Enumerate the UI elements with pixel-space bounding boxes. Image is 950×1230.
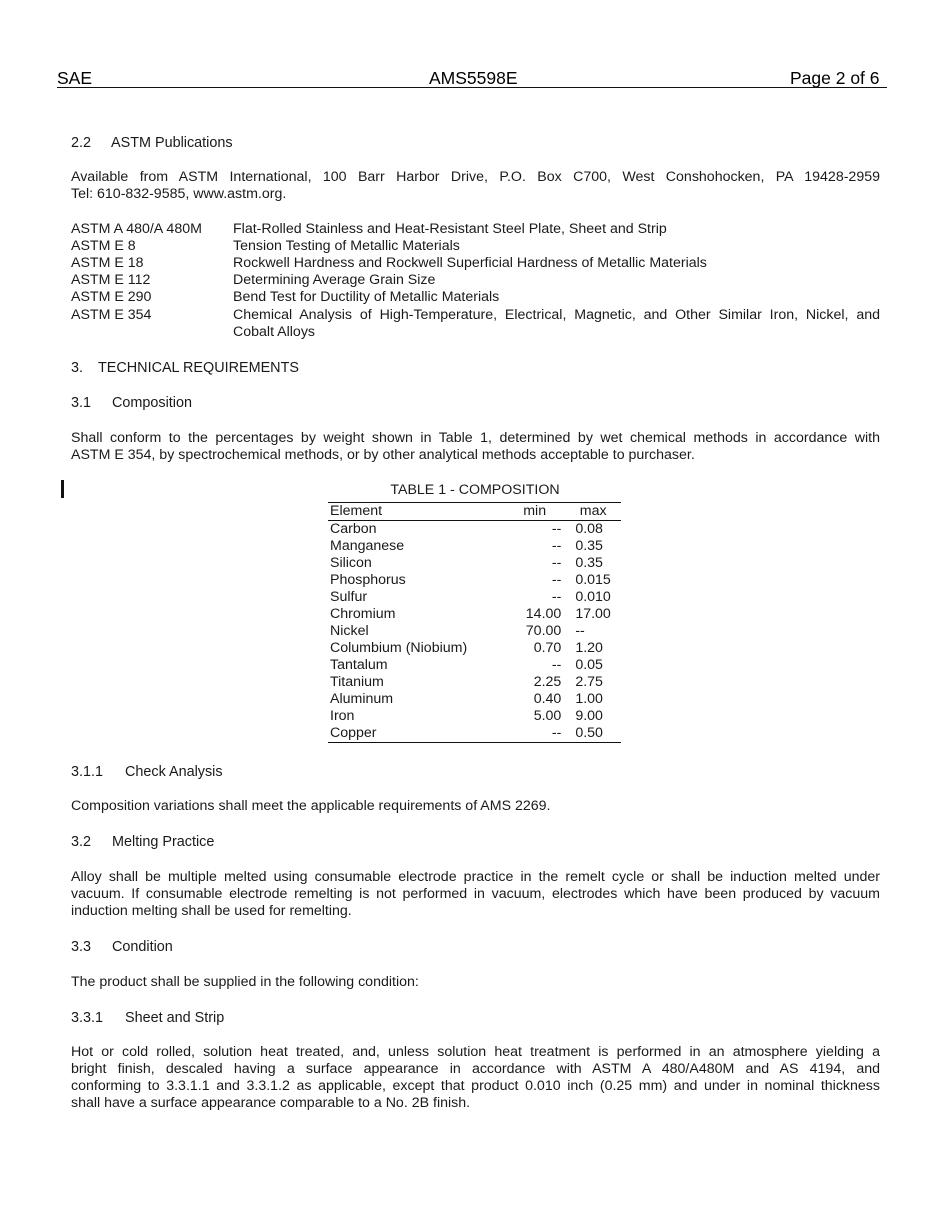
table-row [328,521,621,539]
cell-max: 0.015 [575,572,611,588]
cell-element: Carbon [330,521,377,537]
reference-title: Flat-Rolled Stainless and Heat-Resistant Steel Plate, Sheet and Strip [233,221,667,237]
section-title: Check Analysis [125,764,223,780]
reference-code: ASTM E 112 [71,272,151,288]
cell-min: -- [551,589,562,605]
table-row [328,657,621,674]
section-3-1-1-heading [71,763,223,781]
paragraph-line: bright finish, descaled having a surface appearance in accordance with ASTM A 480/A480M and AS 4194, and [71,1061,880,1077]
cell-element: Manganese [330,538,405,554]
cell-max: 0.50 [567,725,621,743]
paragraph-line: ASTM E 354, by spectrochemical methods, or by other analytical methods acceptable to purchaser. [71,447,695,463]
table-row [328,572,621,589]
section-3-2-heading [71,833,214,851]
cell-element: Phosphorus [330,572,406,588]
cell-max: 0.35 [575,538,603,554]
paragraph-line: vacuum. If consumable electrode remelting is not performed in vacuum, electrodes which have been produced by vacuum [71,886,880,902]
cell-max: -- [575,623,585,639]
table-row [328,606,621,623]
cell-min: 2.25 [533,674,562,690]
paragraph-line: Hot or cold rolled, solution heat treated, and, unless solution heat treatment is performed in an atmosphere yielding a [71,1044,880,1060]
paragraph-line: Tel: 610-832-9585, www.astm.org. [71,186,287,202]
cell-max: 9.00 [575,708,603,724]
cell-min: 70.00 [525,623,562,639]
table-row [328,589,621,606]
section-number: 2.2 [71,135,92,151]
reference-code: ASTM A 480/A 480M [71,221,202,237]
cell-element: Sulfur [330,589,368,605]
header-center: AMS5598E [429,68,518,88]
cell-element: Copper [328,725,506,743]
table-row [328,691,621,708]
section-2-2-heading [71,134,233,152]
section-number: 3.3 [71,939,92,955]
section-title: Sheet and Strip [125,1010,225,1026]
section-3-3-text: The product shall be supplied in the following condition: [71,974,419,990]
cell-min: 0.40 [533,691,562,707]
section-number: 3.3.1 [71,1010,104,1026]
composition-table [328,502,621,743]
cell-max: 17.00 [575,606,611,622]
reference-title: Tension Testing of Metallic Materials [233,238,460,254]
reference-title: Determining Average Grain Size [233,272,436,288]
cell-min: 14.00 [525,606,562,622]
reference-title: Bend Test for Ductility of Metallic Materials [233,289,500,305]
table-row [328,674,621,691]
section-3-3-heading [71,938,173,956]
column-header-min: min [506,503,567,521]
reference-code: ASTM E 354 [71,307,152,323]
reference-code: ASTM E 290 [71,289,152,305]
cell-min: -- [551,657,562,673]
paragraph-line: Alloy shall be multiple melted using consumable electrode practice in the remelt cycle or shall be induction melted under [71,869,880,885]
cell-max: 1.00 [575,691,603,707]
revision-change-bar [61,480,64,498]
section-3-1-text [71,430,880,464]
section-3-1-heading [71,394,192,412]
cell-min: -- [506,725,567,743]
section-number: 3.1 [71,395,92,411]
header-rule [57,87,887,88]
section-number: 3.1.1 [71,764,104,780]
paragraph-line: Shall conform to the percentages by weight shown in Table 1, determined by wet chemical methods in accordance with [71,430,880,446]
section-title: ASTM Publications [111,135,233,151]
cell-element: Silicon [330,555,372,571]
column-header-max: max [567,503,621,521]
header-right: Page 2 of 6 [790,68,880,88]
cell-max: 0.05 [575,657,603,673]
reference-code: ASTM E 8 [71,238,136,254]
section-3-3-1-text [71,1044,880,1112]
cell-max: 0.010 [575,589,611,605]
cell-max: 1.20 [575,640,603,656]
cell-min: -- [551,555,562,571]
cell-max: 2.75 [575,674,603,690]
cell-max: 0.35 [575,555,603,571]
reference-code: ASTM E 18 [71,255,144,271]
section-3-heading [71,359,299,377]
section-title: Condition [112,939,173,955]
paragraph-line: induction melting shall be used for remelting. [71,903,352,919]
table-row [328,555,621,572]
section-3-1-1-text: Composition variations shall meet the applicable requirements of AMS 2269. [71,798,551,814]
cell-element: Aluminum [330,691,394,707]
section-3-2-text [71,869,880,920]
table-row [328,708,621,725]
table-row [328,725,621,743]
cell-min: -- [551,538,562,554]
cell-element: Nickel [330,623,369,639]
paragraph-line: conforming to 3.3.1.1 and 3.3.1.2 as applicable, except that product 0.010 inch (0.25 mm) and under in nominal thickness [71,1078,880,1094]
cell-max: 0.08 [575,521,603,537]
table-row [328,640,621,657]
paragraph-line: shall have a surface appearance comparable to a No. 2B finish. [71,1095,471,1111]
section-title: Composition [112,395,192,411]
reference-title: Chemical Analysis of High-Temperature, Electrical, Magnetic, and Other Similar Iron, Nickel, and Cobalt Alloys [233,307,880,340]
cell-element: Titanium [330,674,384,690]
cell-min: 0.70 [533,640,562,656]
cell-element: Chromium [330,606,396,622]
table-row [328,538,621,555]
cell-min: 5.00 [533,708,562,724]
table-header-row [328,503,621,521]
section-number: 3. [71,360,84,376]
cell-element: Iron [330,708,355,724]
cell-element: Tantalum [330,657,388,673]
section-3-3-1-heading [71,1009,224,1027]
section-title: Melting Practice [112,834,215,850]
table-caption: TABLE 1 - COMPOSITION [390,482,560,498]
paragraph-line: Available from ASTM International, 100 Barr Harbor Drive, P.O. Box C700, West Conshohocken, PA 19428-2959 [71,169,880,185]
reference-title: Rockwell Hardness and Rockwell Superficial Hardness of Metallic Materials [233,255,707,271]
header-left: SAE [57,68,93,88]
cell-element: Columbium (Niobium) [330,640,468,656]
section-title: TECHNICAL REQUIREMENTS [98,360,299,376]
cell-min: -- [551,572,562,588]
cell-min: -- [551,521,562,537]
section-number: 3.2 [71,834,92,850]
column-header-element: Element [328,503,506,521]
table-row [328,623,621,640]
section-2-2-text [71,169,880,203]
